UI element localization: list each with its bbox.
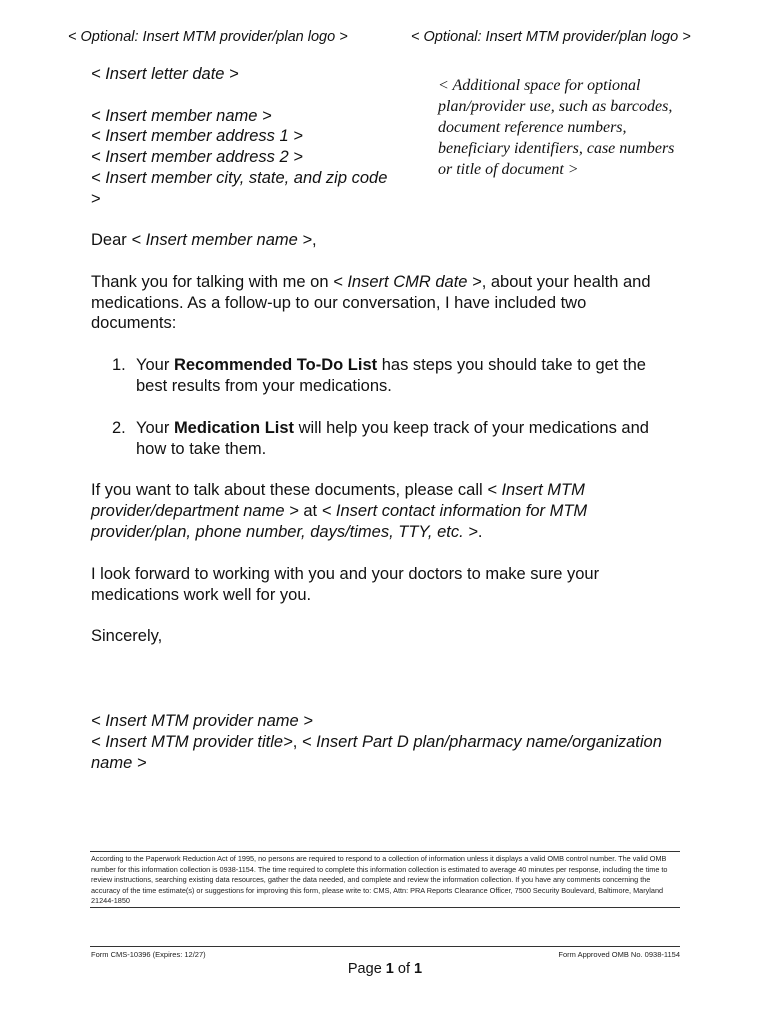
list-number: 2. <box>112 418 126 437</box>
member-address-1: < Insert member address 1 > <box>91 127 303 146</box>
document-list <box>91 355 671 459</box>
list-title: Recommended To-Do List <box>173 356 378 375</box>
salutation-suffix: , <box>312 231 317 249</box>
call-prefix: If you want to talk about these documents, please call <box>91 481 488 500</box>
list-prefix: Your <box>136 418 174 437</box>
intro-suffix: , about your health and medications. As a follow-up to our conversation, I have included two documents: <box>91 272 651 333</box>
member-address-2: < Insert member address 2 > <box>91 148 303 167</box>
closing-paragraph: I look forward to working with you and your doctors to make sure your medications work well for you. <box>91 564 600 604</box>
call-suffix: . <box>477 522 483 541</box>
call-mid: at <box>298 502 322 521</box>
signer-name: < Insert MTM provider name > <box>91 712 313 731</box>
member-city-line: < Insert member city, state, and zip code <box>91 168 388 187</box>
salutation-name: < Insert member name > <box>131 231 313 249</box>
call-contact: < Insert contact information for MTM provider/plan, phone number, days/times, TTY, etc. > <box>91 502 588 541</box>
member-address-block <box>91 64 421 209</box>
pra-notice: According to the Paperwork Reduction Act of 1995, no persons are required to respond to a collection of information unless it displays a valid OMB control number. The valid OMB number for this information collection is 0938-1154. The time required to complete this information collection is estimated to average 40 minutes per response, including the time to review instructions, searching existing data resources, gather the data needed, and complete and review the information collection. If you have any comments concerning the accuracy of the time estimate(s) or suggestions for improving this form, please write to: CMS, Attn: PRA Reports Clearance Officer, 7500 Security Boulevard, Baltimore, Maryland 21244-1850 <box>91 854 668 905</box>
page-word: Page <box>347 961 386 977</box>
salutation <box>91 230 671 251</box>
list-prefix: Your <box>136 356 174 375</box>
logo-placeholder-left: < Optional: Insert MTM provider/plan logo > <box>68 29 348 45</box>
letter-body <box>91 230 671 795</box>
contact-paragraph <box>91 480 671 542</box>
list-suffix: will help you keep track of your medications and how to take them. <box>136 418 649 458</box>
signature-block <box>91 711 671 773</box>
intro-paragraph <box>91 272 671 334</box>
list-suffix: has steps you should take to get the best results from your medications. <box>136 356 646 395</box>
list-title: Medication List <box>173 418 295 437</box>
signer-org: < Insert Part D plan/pharmacy name/organization name > <box>91 732 662 772</box>
call-provider: < Insert MTM provider/department name > <box>91 481 585 521</box>
member-city-line-cont: > <box>91 189 101 208</box>
pra-top-rule <box>90 851 680 852</box>
salutation-prefix: Dear <box>91 231 132 249</box>
letter-date: < Insert letter date > <box>91 65 239 83</box>
omb-number: Form Approved OMB No. 0938-1154 <box>558 950 680 959</box>
pra-bottom-rule <box>90 907 680 908</box>
page-total: 1 <box>414 961 423 977</box>
member-name: < Insert member name > <box>91 106 272 125</box>
footer-rule <box>90 946 680 947</box>
page-number <box>0 961 770 977</box>
list-number: 1. <box>112 356 126 375</box>
intro-prefix: Thank you for talking with me on <box>91 272 334 291</box>
page-current: 1 <box>385 961 394 977</box>
list-item <box>91 418 671 460</box>
signer-separator: , <box>292 732 302 751</box>
sincerely: Sincerely, <box>91 627 163 646</box>
logo-placeholder-right: < Optional: Insert MTM provider/plan logo > <box>411 29 691 45</box>
signer-title: < Insert MTM provider title> <box>91 732 293 751</box>
form-id: Form CMS-10396 (Expires: 12/27) <box>91 950 206 959</box>
additional-space-note: < Additional space for optional plan/provider use, such as barcodes, document reference numbers, beneficiary identifiers, case numbers or title of document > <box>438 77 675 178</box>
cmr-date: < Insert CMR date > <box>333 272 482 291</box>
page-of: of <box>393 961 415 977</box>
list-item <box>91 355 671 397</box>
